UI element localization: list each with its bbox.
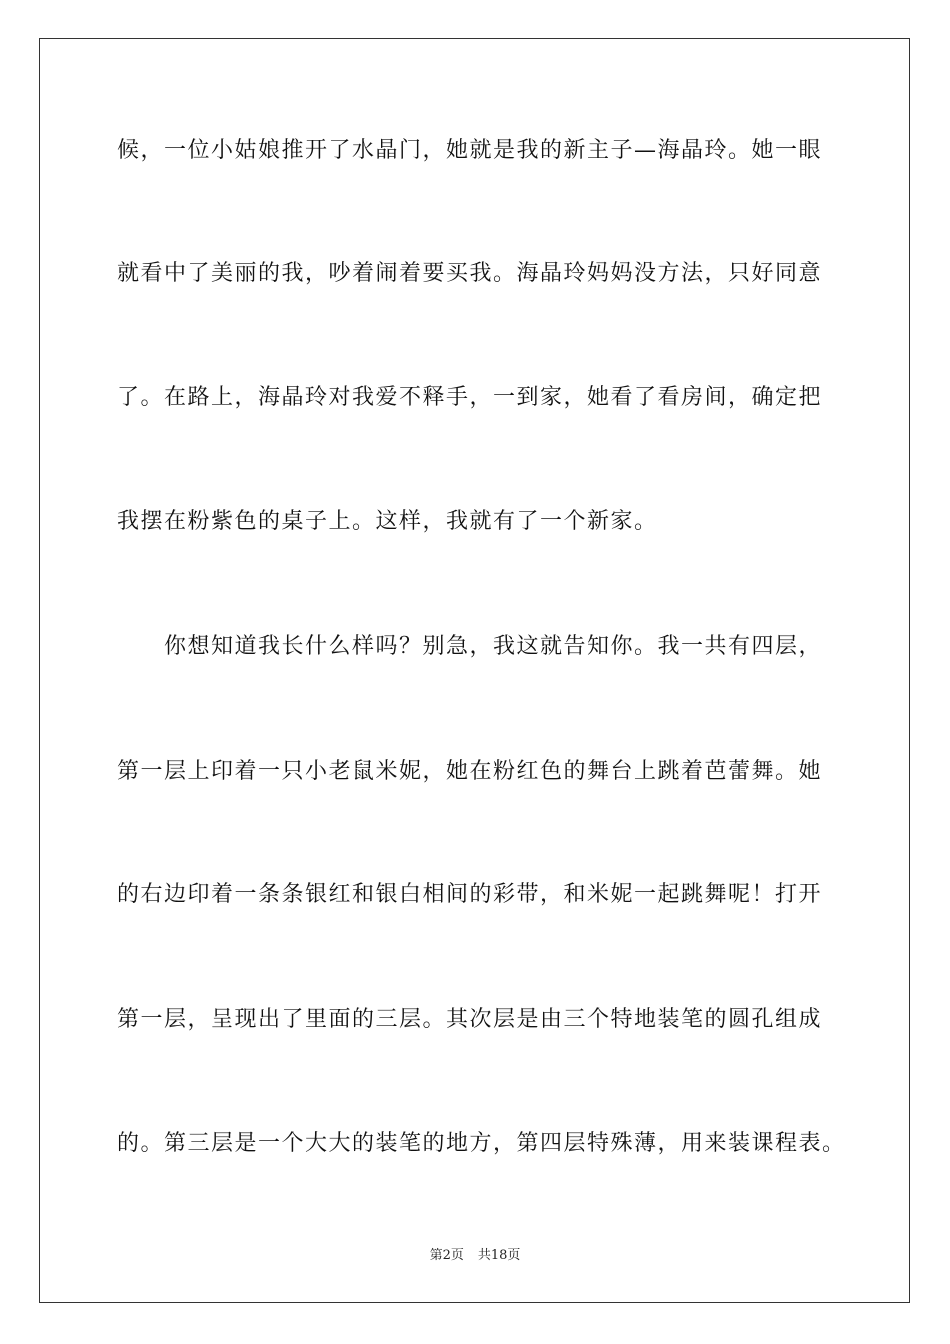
body-text-line: 就看中了美丽的我，吵着闹着要买我。海晶玲妈妈没方法，只好同意	[117, 261, 823, 286]
body-text-line: 的。第三层是一个大大的装笔的地方，第四层特殊薄，用来装课程表。	[117, 1131, 846, 1156]
page-footer	[0, 1247, 950, 1265]
page-number: 第2页	[429, 1248, 464, 1263]
page-total: 共18页	[477, 1248, 521, 1263]
page-border	[39, 38, 910, 1303]
body-text-line: 我摆在粉紫色的桌子上。这样，我就有了一个新家。	[117, 509, 658, 534]
body-text-line: 第一层，呈现出了里面的三层。其次层是由三个特地装笔的圆孔组成	[117, 1007, 823, 1032]
body-text-line: 的右边印着一条条银红和银白相间的彩带，和米妮一起跳舞呢！打开	[117, 882, 823, 907]
body-text-line: 候，一位小姑娘推开了水晶门，她就是我的新主子—海晶玲。她一眼	[117, 138, 823, 163]
body-text-line: 了。在路上，海晶玲对我爱不释手，一到家，她看了看房间，确定把	[117, 385, 823, 410]
body-text-line: 第一层上印着一只小老鼠米妮，她在粉红色的舞台上跳着芭蕾舞。她	[117, 759, 823, 784]
paragraph-start-line: 你想知道我长什么样吗？别急，我这就告知你。我一共有四层，	[164, 634, 823, 659]
